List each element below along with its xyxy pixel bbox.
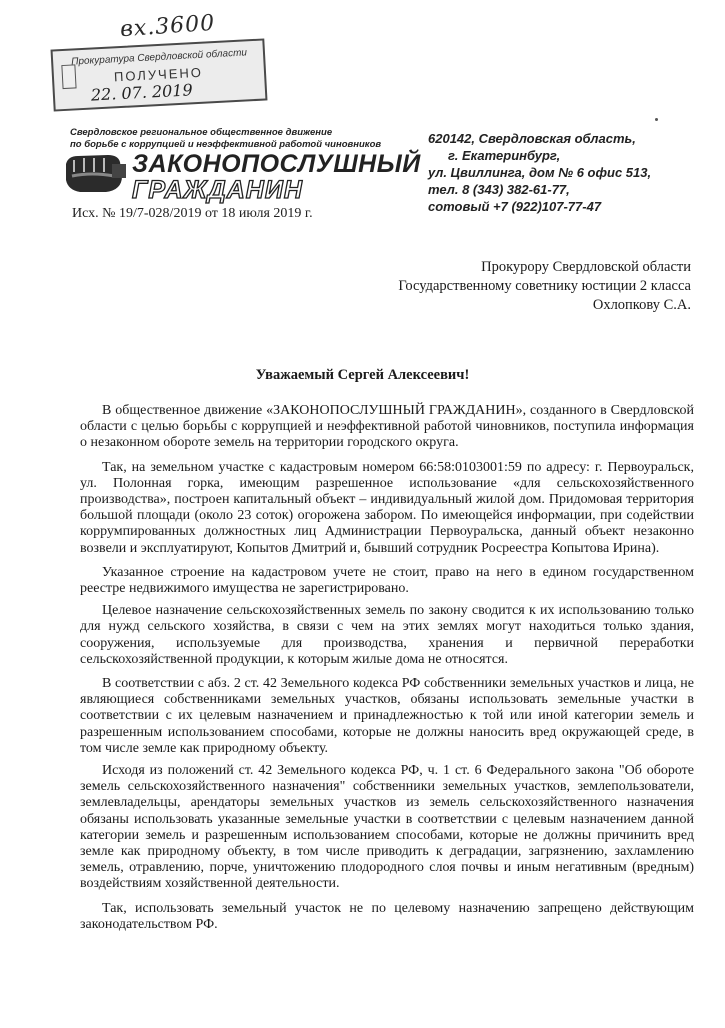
outgoing-reference: Исх. № 19/7-028/2019 от 18 июля 2019 г. [72, 206, 313, 221]
paragraph: Целевое назначение сельскохозяйственных земель по закону сводится к их использованию только для нужд сельского хозяйства, в связи с чем на этих землях могут находиться только здания, сооружения, используемые для производства, хранения и первичной переработки сельскохозяйственной продукции, к которым жилые дома не относятся. [80, 603, 694, 667]
logo-name-line2: ГРАЖДАНИН [132, 176, 303, 204]
address-line5: сотовый +7 (922)107-77-47 [428, 199, 602, 214]
stamp-date: 22. 07. 2019 [90, 80, 194, 105]
paragraph: В соответствии с абз. 2 ст. 42 Земельного кодекса РФ собственники земельных участков и лица, не являющиеся собственниками земельных участков, обязаны использовать земельные участки в соответствии с их целевым назначением и принадлежностью к той или иной категории земель и разрешенным использованием способами, которые не должны наносить вред окружающей среде, в том числе земле как природному объекту. [80, 676, 694, 756]
scan-speck [655, 118, 658, 121]
received-stamp [51, 38, 268, 111]
stamp-received-label: ПОЛУЧЕНО [113, 64, 204, 85]
address-line3: ул. Цвиллинга, дом № 6 офис 513, [428, 165, 652, 180]
stamp-hole [61, 64, 76, 89]
salutation: Уважаемый Сергей Алексеевич! [255, 367, 470, 383]
address-line1: 620142, Свердловская область, [428, 131, 636, 146]
paragraph: Так, использовать земельный участок не по целевому назначению запрещено действующим законодательством РФ. [80, 900, 694, 932]
address-line2: г. Екатеринбург, [448, 148, 561, 163]
fist-icon [62, 150, 128, 196]
paragraph: Исходя из положений ст. 42 Земельного кодекса РФ, ч. 1 ст. 6 Федерального закона "Об обороте земель сельскохозяйственного назначения" собственники земельных участков, землепользователи, землевладельцы, арендаторы земельных участков из земель сельскохозяйственного назначения обязаны использовать указанные земельные участки в соответствии с целевым назначением данной категории земель и разрешенным использованием способами, которые не должны причинить вред земле как природному объекту, в том числе приводить к деградации, загрязнению, захламлению земель, отравлению, порче, уничтожению плодородного слоя почвы и иным негативным (вредным) воздействиям хозяйственной деятельности. [80, 763, 694, 892]
recipient-line3: Охлопкову С.А. [592, 297, 691, 313]
address-line4: тел. 8 (343) 382-61-77, [428, 182, 570, 197]
handwritten-incoming-number: вх.3600 [119, 10, 216, 43]
paragraph: Указанное строение на кадастровом учете не стоит, право на него в едином государственном реестре недвижимого имущества не зарегистрировано. [80, 564, 694, 597]
org-caption-line2: по борьбе с коррупцией и неэффективной работой чиновников [70, 139, 382, 150]
recipient-block [398, 258, 691, 315]
recipient-line2: Государственному советнику юстиции 2 класса [398, 278, 691, 294]
org-caption-line1: Свердловское региональное общественное движение [70, 127, 333, 138]
logo-name-line1: ЗАКОНОПОСЛУШНЫЙ [132, 150, 421, 178]
letter-body [80, 403, 694, 941]
paragraph: В общественное движение «ЗАКОНОПОСЛУШНЫЙ ГРАЖДАНИН», созданного в Свердловской области с целью борьбы с коррупцией и неэффективной работой чиновников, поступила информация о незаконном обороте земель на территории городского округа. [80, 403, 694, 451]
recipient-line1: Прокурору Свердловской области [481, 259, 691, 275]
stamp-org: Прокуратура Свердловской области [70, 47, 248, 68]
paragraph: Так, на земельном участке с кадастровым номером 66:58:0103001:59 по адресу: г. Первоуральск, ул. Полонная горка, имеющим разрешенное использование «для сельскохозяйственного производства», построен капитальный объект – индивидуальный жилой дом. Придомовая территория большой площади (около 23 соток) огорожена забором. По имеющейся информации, при содействии коррумпированных должностных лиц Администрации Первоуральска, данный объект незаконно возвели и эксплуатируют, Копытов Дмитрий и, бывший сотрудник Росреестра Копытова Ирина). [80, 459, 694, 556]
address-block [428, 130, 651, 215]
org-caption [70, 127, 400, 151]
